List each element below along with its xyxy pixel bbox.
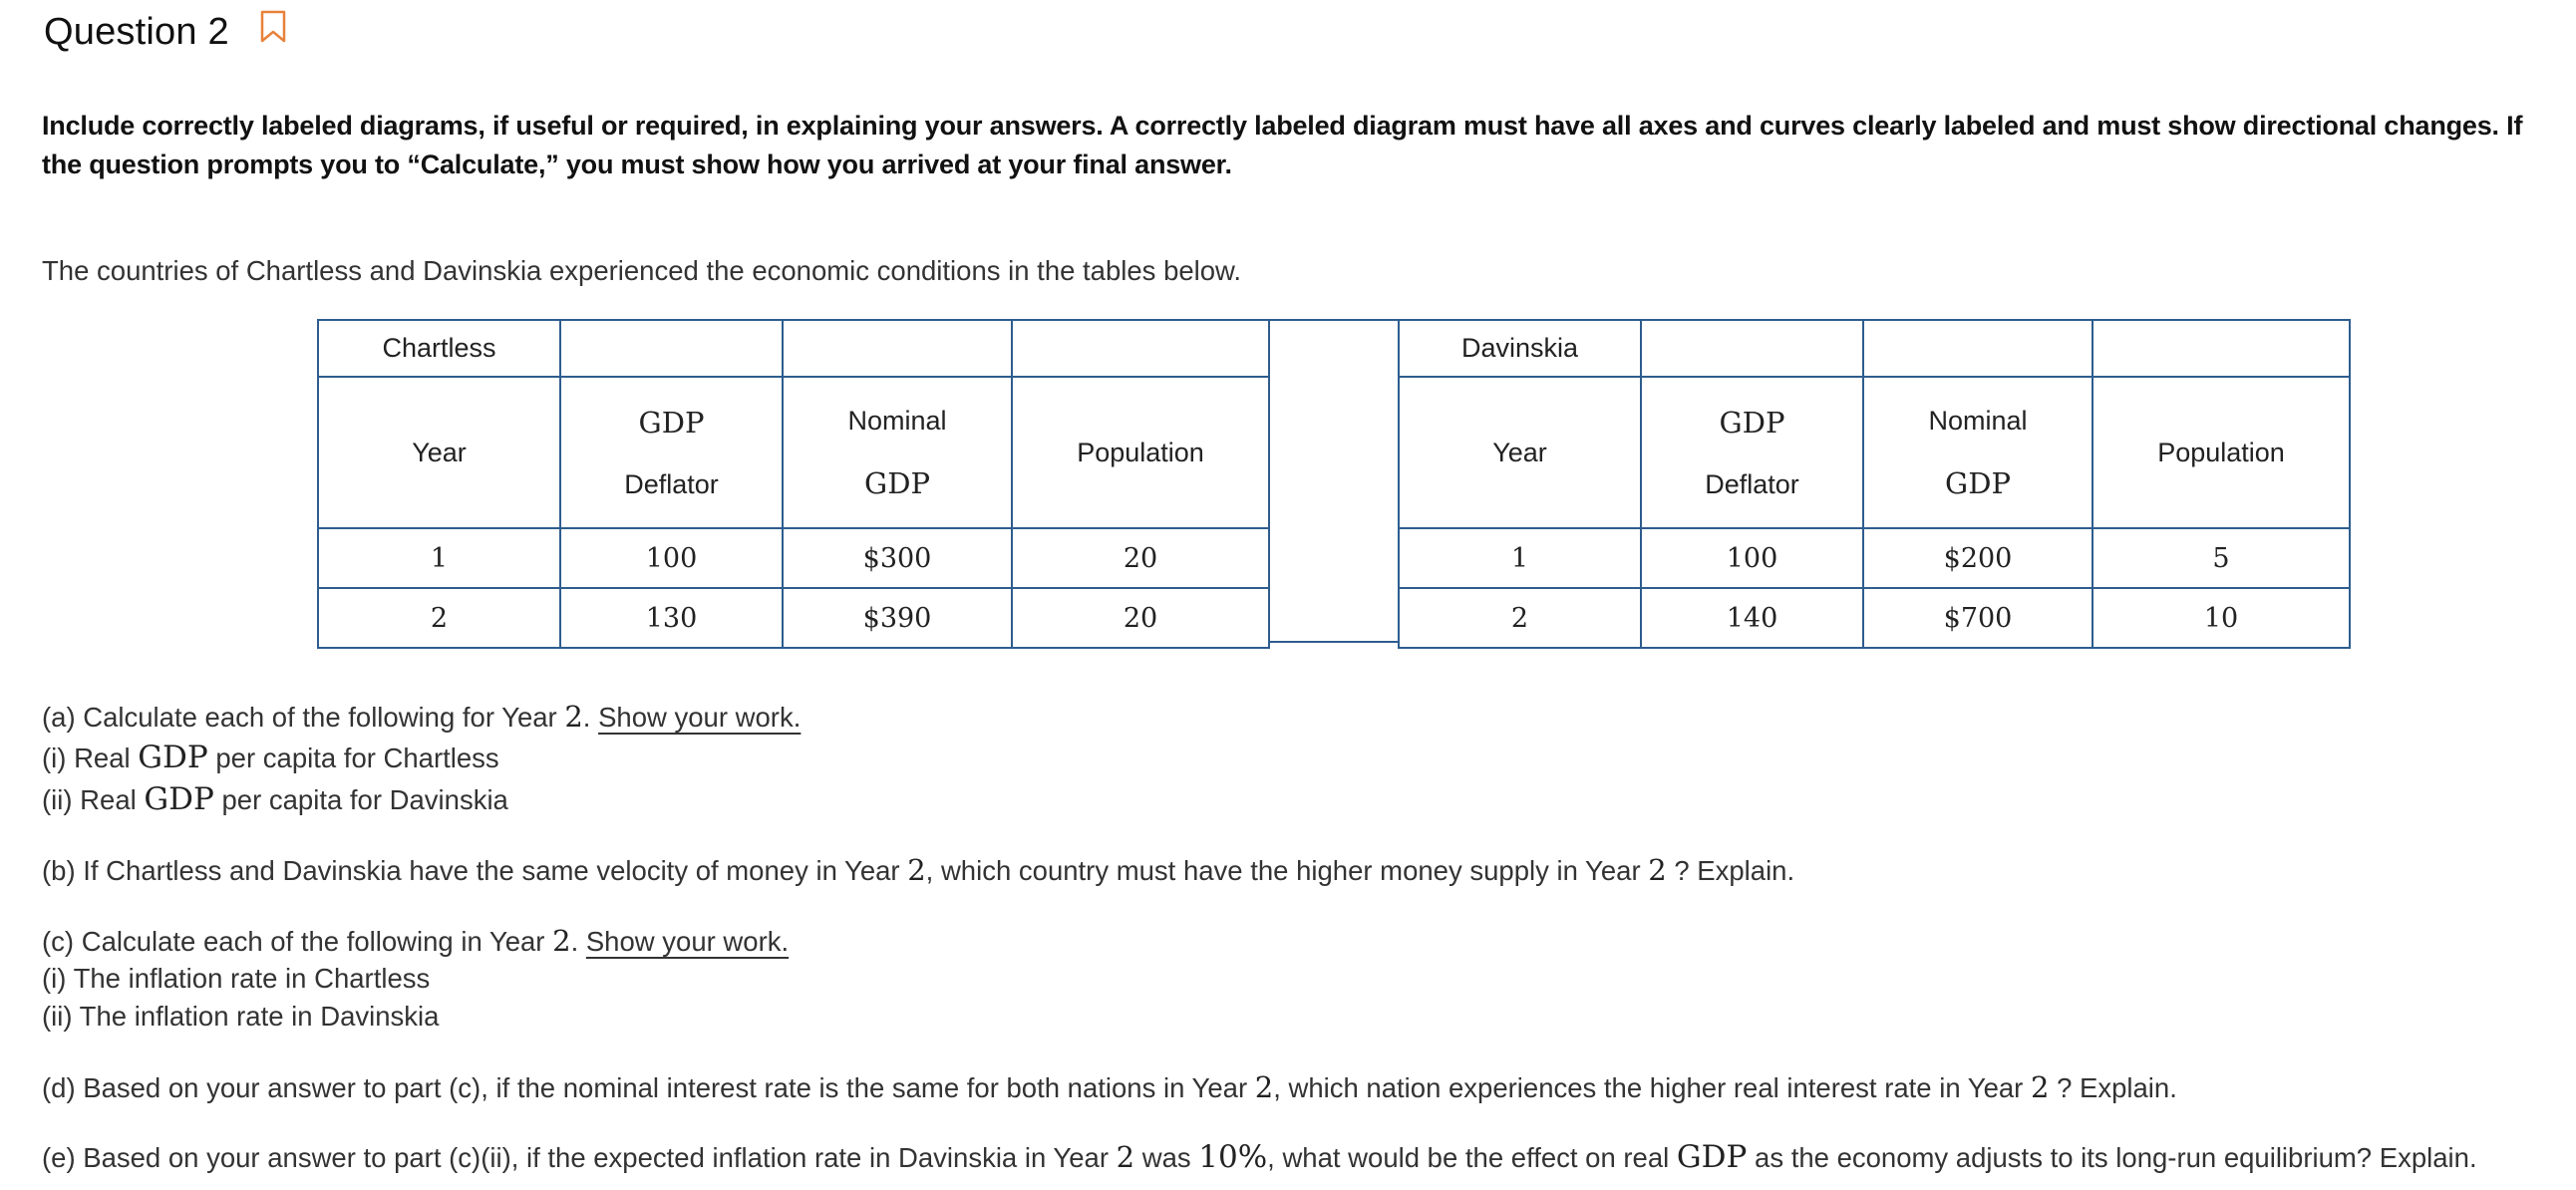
table-row — [318, 528, 1269, 588]
year-header: Year — [1399, 377, 1641, 528]
part-c-ii: (ii) The inflation rate in Davinskia — [42, 1001, 440, 1032]
part-c-prompt — [42, 922, 789, 961]
text: (c) Calculate each of the following in Year — [42, 926, 553, 957]
empty-cell — [560, 320, 783, 377]
text: as the economy adjusts to its long-run equilibrium? Explain. — [1747, 1142, 2477, 1173]
table-row — [1399, 588, 2350, 648]
year-header: Year — [318, 377, 560, 528]
part-c-i: (i) The inflation rate in Chartless — [42, 963, 431, 994]
text: (b) If Chartless and Davinskia have the same velocity of money in Year — [42, 855, 908, 886]
part-a-i — [42, 739, 499, 777]
spacer-table — [1268, 319, 1398, 643]
text: (a) Calculate each of the following for Year — [42, 702, 565, 733]
empty-cell — [1012, 320, 1269, 377]
header-line: GDP — [864, 465, 930, 500]
population-header: Population — [1012, 377, 1269, 528]
spacer-cell — [1268, 320, 1398, 642]
deflator-cell: 100 — [1641, 528, 1863, 588]
chartless-table — [317, 319, 1270, 649]
text: was — [1134, 1142, 1199, 1173]
header-line: Deflator — [624, 468, 719, 499]
chartless-name-cell: Chartless — [318, 320, 560, 377]
part-b-prompt — [42, 851, 1794, 890]
math-rate: 10% — [1198, 1139, 1268, 1175]
header-line: Nominal — [1928, 405, 2028, 436]
header-line: GDP — [1719, 405, 1785, 440]
instructions: Include correctly labeled diagrams, if useful or required, in explaining your answers. A correctly labeled diagram must have all axes and curves clearly labeled and must show directional changes. If the question prompts you to “Calculate,” you must show how you arrived at your final answer. — [42, 111, 2523, 179]
deflator-cell: 140 — [1641, 588, 1863, 648]
nominal-gdp-cell: $390 — [783, 588, 1012, 648]
header-line: Deflator — [1705, 468, 1799, 499]
gdp-deflator-header — [560, 377, 783, 528]
part-e-prompt — [42, 1138, 2477, 1177]
show-your-work-link[interactable]: Show your work. — [598, 702, 802, 733]
text: (ii) Real — [42, 784, 145, 815]
text: ? Explain. — [1666, 855, 1795, 886]
deflator-cell: 100 — [560, 528, 783, 588]
question-title: Question 2 — [44, 10, 229, 53]
header-line: GDP — [1945, 465, 2011, 500]
text: per capita for Davinskia — [213, 784, 508, 815]
year-cell: 1 — [318, 528, 560, 588]
population-cell: 5 — [2093, 528, 2350, 588]
header-line: GDP — [638, 405, 705, 440]
empty-cell — [1641, 320, 1863, 377]
empty-cell — [783, 320, 1012, 377]
intro-text: The countries of Chartless and Davinskia experienced the economic conditions in the tables below. — [42, 255, 1242, 286]
davinskia-table — [1398, 319, 2351, 649]
math-gdp: GDP — [138, 740, 208, 775]
table-row — [318, 588, 1269, 648]
year-cell: 1 — [1399, 528, 1641, 588]
population-header: Population — [2093, 377, 2350, 528]
math-gdp: GDP — [1676, 1139, 1748, 1175]
nominal-gdp-cell: $200 — [1863, 528, 2093, 588]
math-year: 2 — [1648, 853, 1667, 887]
text: (d) Based on your answer to part (c), if the nominal interest rate is the same for both nations in Year — [42, 1072, 1255, 1103]
population-cell: 20 — [1012, 588, 1269, 648]
part-d-prompt — [42, 1068, 2177, 1107]
davinskia-name-cell: Davinskia — [1399, 320, 1641, 377]
math-year: 2 — [1254, 1070, 1274, 1104]
math-year: 2 — [2030, 1070, 2050, 1104]
text: per capita for Chartless — [207, 743, 499, 773]
math-year: 2 — [1116, 1140, 1135, 1174]
text: . — [582, 702, 599, 733]
empty-cell — [2093, 320, 2350, 377]
population-cell: 10 — [2093, 588, 2350, 648]
year-cell: 2 — [318, 588, 560, 648]
math-year: 2 — [907, 853, 926, 887]
table-row — [1399, 528, 2350, 588]
part-a-prompt — [42, 698, 801, 737]
header-line: Nominal — [847, 405, 947, 436]
bookmark-icon[interactable] — [259, 10, 287, 49]
empty-cell — [1863, 320, 2093, 377]
text: , which nation experiences the higher real interest rate in Year — [1273, 1072, 2031, 1103]
show-your-work-link[interactable]: Show your work. — [585, 926, 790, 957]
text: , which country must have the higher money supply in Year — [925, 855, 1649, 886]
text: , what would be the effect on real — [1267, 1142, 1677, 1173]
question-header — [44, 4, 287, 60]
year-cell: 2 — [1399, 588, 1641, 648]
nominal-gdp-cell: $700 — [1863, 588, 2093, 648]
population-cell: 20 — [1012, 528, 1269, 588]
nominal-gdp-cell: $300 — [783, 528, 1012, 588]
gdp-deflator-header — [1641, 377, 1863, 528]
text: (e) Based on your answer to part (c)(ii), if the expected inflation rate in Davinskia in Year — [42, 1142, 1117, 1173]
nominal-gdp-header — [1863, 377, 2093, 528]
nominal-gdp-header — [783, 377, 1012, 528]
math-gdp: GDP — [144, 781, 214, 817]
text: . — [570, 926, 586, 957]
deflator-cell: 130 — [560, 588, 783, 648]
math-year: 2 — [552, 924, 571, 958]
text: (i) Real — [42, 743, 139, 773]
math-year: 2 — [564, 700, 583, 734]
text: ? Explain. — [2049, 1072, 2177, 1103]
part-a-ii — [42, 780, 508, 819]
